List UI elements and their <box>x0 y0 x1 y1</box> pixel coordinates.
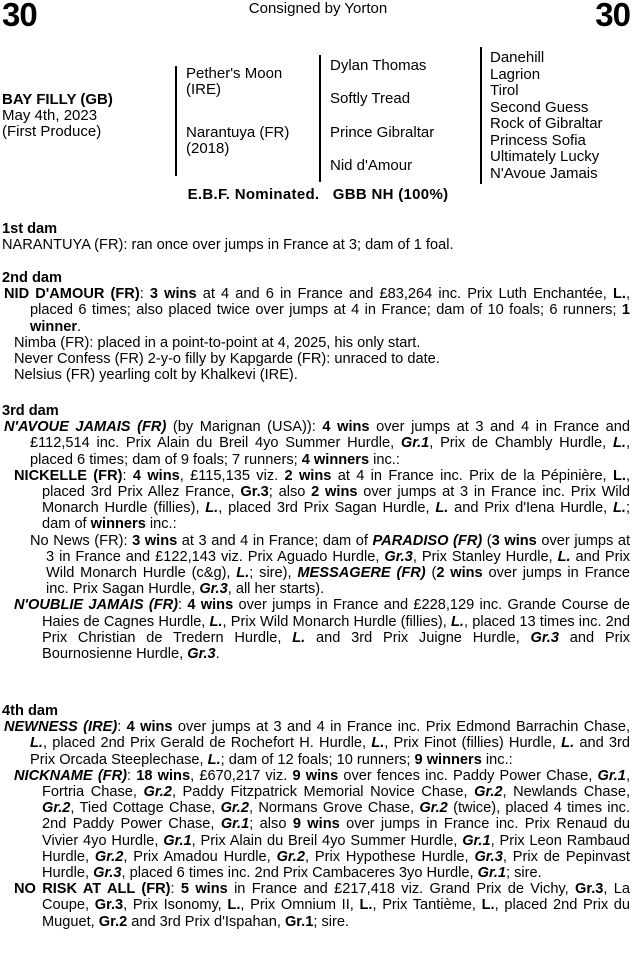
section-heading: 4th dam <box>2 703 58 719</box>
pedigree-ggp: Ultimately Lucky <box>490 148 600 165</box>
pedigree-ggp: Rock of Gibraltar <box>490 115 603 132</box>
produce-item: Nelsius (FR) yearling colt by Khalkevi (IRE). <box>14 367 298 384</box>
fourth-dam-section <box>2 703 630 930</box>
consignor: Consigned by Yorton <box>248 0 388 17</box>
lot-number-left: 30 <box>2 0 37 33</box>
second-dam-main: NID D'AMOUR (FR): 3 wins at 4 and 6 in France and £83,264 inc. Prix Luth Enchantée, L., placed 6 times; also placed twice over jumps at 4 in France; dam of 10 foals; 6 runners; 1 winner. <box>4 286 630 335</box>
pedigree-ggp: Princess Sofia <box>490 131 586 149</box>
third-dam-section <box>2 403 630 662</box>
nomination-line: E.B.F. Nominated. GBB NH (100%) <box>187 186 449 203</box>
pedigree-ggp: Lagrion <box>490 65 541 83</box>
pedigree-sire-dam: Softly Tread <box>330 90 411 107</box>
produce-item: Nimba (FR): placed in a point-to-point at 4, 2025, his only start. <box>14 334 421 351</box>
pedigree-divider-1 <box>175 66 177 176</box>
lot-number-right: 30 <box>595 0 630 33</box>
pedigree-divider-3 <box>480 47 482 184</box>
produce-item: Never Confess (FR) 2-y-o filly by Kapgarde (FR): unraced to date. <box>14 351 440 368</box>
pedigree-dam-dam: Nid d'Amour <box>330 157 413 174</box>
foaling-date: May 4th, 2023 <box>2 107 98 124</box>
horse-description: BAY FILLY (GB) <box>2 91 113 108</box>
pedigree-ggp: Danehill <box>490 49 545 66</box>
produce-note: (First Produce) <box>2 123 102 140</box>
first-dam-section <box>2 221 630 253</box>
second-dam-section <box>2 270 630 383</box>
third-dam-main: N'AVOUE JAMAIS (FR) (by Marignan (USA)): 4 wins over jumps at 3 and 4 in France and £112,514 inc. Prix Alain du Breil 4yo Summer Hurdle, Gr.1, Prix de Chambly Hurdle, L., placed 6 times; dam of 9 foals; 7 runners; 4 winners inc.: <box>4 419 630 468</box>
pedigree-dam-sire: Prince Gibraltar <box>330 124 435 141</box>
first-dam-text: NARANTUYA (FR): ran once over jumps in France at 3; dam of 1 foal. <box>2 237 454 254</box>
pedigree-divider-2 <box>319 55 321 182</box>
pedigree-ggp: N'Avoue Jamais <box>490 164 598 182</box>
nonews-entry: No News (FR): 3 wins at 3 and 4 in France; dam of PARADISO (FR) (3 wins over jumps at 3 in France and £122,143 viz. Prix Aguado Hurdle, Gr.3, Prix Stanley Hurdle, L. and Prix Wild Monarch Hurdle (c&g), L.; sire), MESSAGERE (FR) (2 wins over jumps in France inc. Prix Sagan Hurdle, Gr.3, all her starts). <box>30 532 631 598</box>
pedigree-sire-sire: Dylan Thomas <box>330 57 427 74</box>
section-heading: 1st dam <box>2 221 58 237</box>
section-heading: 3rd dam <box>2 403 59 419</box>
pedigree-dam: Narantuya (FR) (2018) <box>186 124 290 157</box>
nickelle-entry: NICKELLE (FR): 4 wins, £115,135 viz. 2 wins at 4 in France inc. Prix de la Pépinière, L., placed 3rd Prix Allez France, Gr.3; also 2 wins over jumps at 3 in France inc. Prix Wild Monarch Hurdle (fillies), L., placed 3rd Prix Sagan Hurdle, L. and Prix d'Iena Hurdle, L.; dam of winners inc.: <box>14 467 631 533</box>
section-heading: 2nd dam <box>2 270 63 286</box>
fourth-dam-main: NEWNESS (IRE): 4 wins over jumps at 3 and 4 in France inc. Prix Edmond Barrachin Chase, L., placed 2nd Prix Gerald de Rochefort H. Hurdle, L., Prix Finot (fillies) Hurdle, L. and 3rd Prix Orcada Steeplechase, L.; dam of 12 foals; 10 runners; 9 winners inc.: <box>4 719 631 768</box>
noublie-entry: N'OUBLIE JAMAIS (FR): 4 wins over jumps in France and £228,129 inc. Grande Course de Haies de Cagnes Hurdle, L., Prix Wild Monarch Hurdle (fillies), L., placed 13 times inc. 2nd Prix Christian de Tredern Hurdle, L. and 3rd Prix Juigne Hurdle, Gr.3 and Prix Bournosienne Hurdle, Gr.3. <box>14 597 631 663</box>
noriskatall-entry: NO RISK AT ALL (FR): 5 wins in France and £217,418 viz. Grand Prix de Vichy, Gr.3, La Coupe, Gr.3, Prix Isonomy, L., Prix Omnium II, L., Prix Tantième, L., placed 2nd Prix du Muguet, Gr.2 and 3rd Prix d'Ispahan, Gr.1; sire. <box>14 881 631 930</box>
nickname-entry: NICKNAME (FR): 18 wins, £670,217 viz. 9 wins over fences inc. Paddy Power Chase, Gr.1, Fortria Chase, Gr.2, Paddy Fitzpatrick Memorial Novice Chase, Gr.2, Newlands Chase, Gr.2, Tied Cottage Chase, Gr.2, Normans Grove Chase, Gr.2 (twice), placed 4 times inc. 2nd Paddy Power Chase, Gr.1; also 9 wins over jumps in France inc. Prix Renaud du Vivier 4yo Hurdle, Gr.1, Prix Alain du Breil 4yo Summer Hurdle, Gr.1, Prix Leon Rambaud Hurdle, Gr.2, Prix Amadou Hurdle, Gr.2, Prix Hypothese Hurdle, Gr.3, Prix de Pepinvast Hurdle, Gr.3, placed 6 times inc. 2nd Prix Cambaceres 3yo Hurdle, Gr.1; sire. <box>14 767 631 882</box>
pedigree-ggp: Second Guess <box>490 98 589 116</box>
pedigree-sire: Pether's Moon (IRE) <box>186 65 283 98</box>
pedigree-great-grandparents <box>490 50 603 182</box>
pedigree-ggp: Tirol <box>490 82 519 99</box>
